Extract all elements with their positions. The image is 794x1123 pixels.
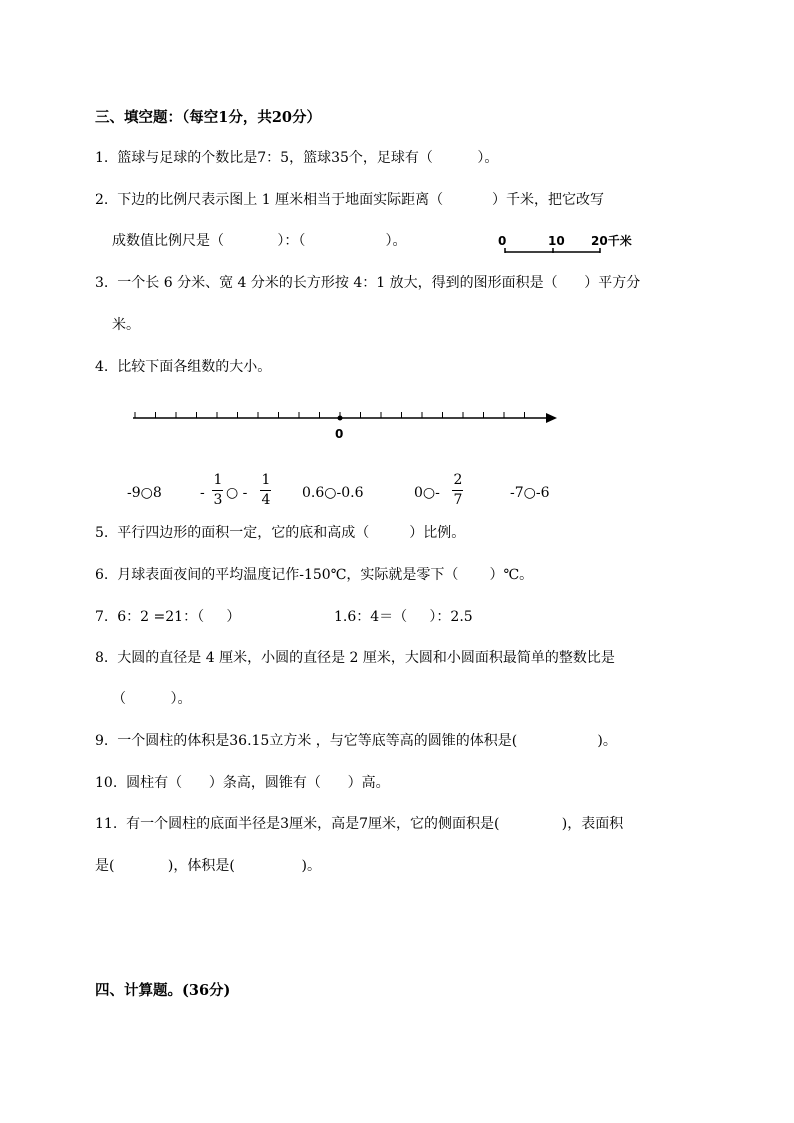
compare-item-2-den2: 4 — [261, 492, 271, 508]
compare-item-2-den1: 3 — [213, 492, 223, 508]
question-11-line1: 11. 有一个圆柱的底面半径是3厘米，高是7厘米，它的侧面积是( )，表面积 — [95, 816, 624, 832]
question-4: 4. 比较下面各组数的大小。 — [95, 359, 272, 375]
scale-label-20: 20千米 — [591, 234, 632, 248]
question-5: 5. 平行四边形的面积一定，它的底和高成（ ）比例。 — [95, 525, 466, 541]
question-1: 1. 篮球与足球的个数比是7：5，篮球35个，足球有（ ）。 — [95, 150, 499, 166]
question-3-line1: 3. 一个长 6 分米、宽 4 分米的长方形按 4：1 放大，得到的图形面积是（ ）平方分 — [95, 275, 641, 291]
compare-item-2-num2: 1 — [261, 472, 271, 488]
scale-bar — [495, 230, 645, 262]
question-8-line2: （ ）。 — [112, 691, 192, 707]
number-line-arrow — [546, 413, 557, 423]
question-7b: 1.6：4＝（ ）：2.5 — [334, 609, 473, 625]
compare-item-2-prefix: - — [200, 485, 205, 501]
compare-item-4-bar — [452, 490, 463, 491]
scale-label-10: 10 — [548, 234, 565, 248]
number-line-zero-label: 0 — [335, 427, 344, 441]
question-10: 10. 圆柱有（ ）条高，圆锥有（ ）高。 — [95, 775, 390, 791]
question-8-line1: 8. 大圆的直径是 4 厘米，小圆的直径是 2 厘米，大圆和小圆面积最简单的整数比是 — [95, 650, 615, 666]
question-2-line1: 2. 下边的比例尺表示图上 1 厘米相当于地面实际距离（ ）千米，把它改写 — [95, 192, 605, 208]
compare-item-1: -9○8 — [127, 485, 162, 501]
compare-item-4-den: 7 — [453, 492, 463, 508]
compare-item-5: -7○-6 — [510, 485, 550, 501]
compare-item-3: 0.6○-0.6 — [302, 485, 364, 501]
question-7a: 7. 6：2 =21：（ ） — [95, 609, 241, 625]
question-9: 9. 一个圆柱的体积是36.15立方米 ，与它等底等高的圆锥的体积是( )。 — [95, 733, 617, 749]
question-11-line2: 是( )，体积是( )。 — [95, 858, 322, 874]
number-line-origin-dot — [338, 416, 343, 421]
number-line — [125, 405, 565, 445]
scale-label-0: 0 — [498, 234, 507, 248]
compare-item-2-bar2 — [260, 490, 271, 491]
question-6: 6. 月球表面夜间的平均温度记作-150℃，实际就是零下（ ）℃。 — [95, 567, 534, 583]
question-3-line2: 米。 — [112, 317, 140, 333]
compare-item-4-prefix: 0○- — [414, 485, 440, 501]
question-2-line2: 成数值比例尺是（ ）：（ ）。 — [112, 233, 407, 249]
compare-item-2-num1: 1 — [213, 472, 223, 488]
compare-item-4-num: 2 — [453, 472, 463, 488]
compare-item-2-bar1 — [212, 490, 223, 491]
compare-item-2-mid: ○ - — [226, 485, 248, 501]
section3-title: 三、填空题：（每空1分，共20分） — [95, 109, 322, 126]
section4-title: 四、计算题。(36分) — [95, 982, 231, 999]
